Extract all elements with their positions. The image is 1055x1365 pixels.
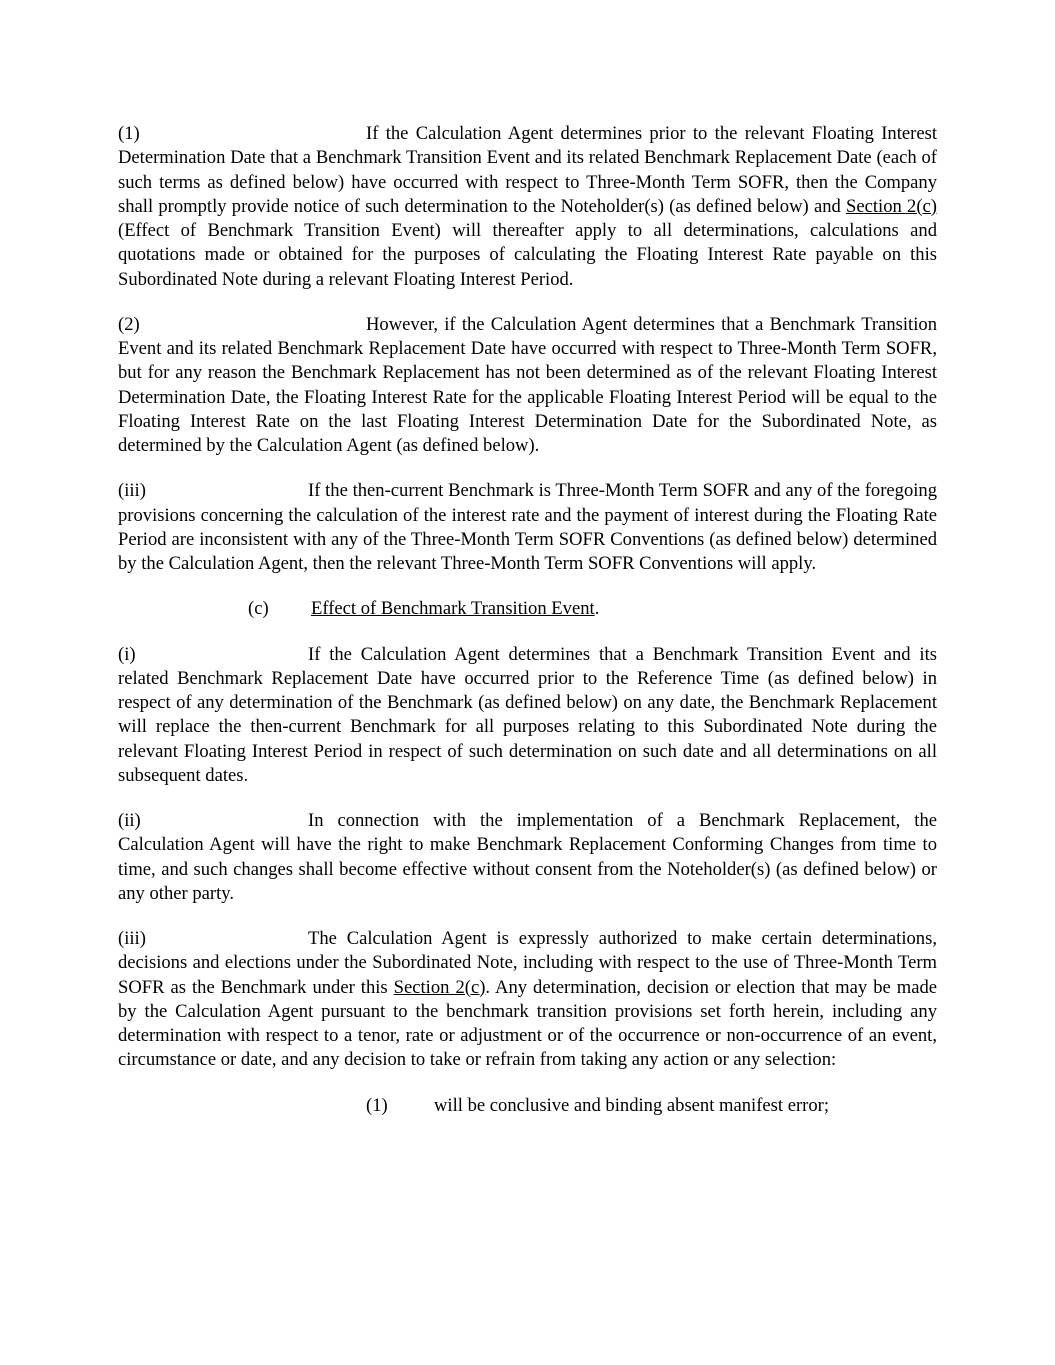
section-heading-trailing: .: [594, 598, 600, 620]
paragraph-marker: (iii): [118, 928, 146, 949]
paragraph-marker: (ii): [118, 810, 141, 831]
section-marker: (c): [248, 598, 269, 620]
paragraph-text: If the Calculation Agent determines that a Benchmark Transition Event and its related Benchmark Replacement Date have occurred prior to the Reference Time (as defined below) in respect of any determination of the Benchmark (as defined below) on any date, the Benchmark Replacement will replace the then-current Benchmark for all purposes relating to this Subordinated Note during the relevant Floating Interest Period in respect of such determination on such date and all determinations on all subsequent dates.: [118, 643, 937, 786]
paragraph-text: However, if the Calculation Agent determines that a Benchmark Transition Event and its related Benchmark Replacement Date have occurred with respect to Three-Month Term SOFR, but for any reason the Benchmark Replacement has not been determined as of the relevant Floating Interest Determination Date, the Floating Interest Rate for the applicable Floating Interest Period will be equal to the Floating Interest Rate on the last Floating Interest Determination Date for the Subordinated Note, as determined by the Calculation Agent (as defined below).: [118, 313, 937, 456]
paragraph-c-ii: [118, 809, 937, 906]
section-heading-c: [118, 597, 937, 621]
paragraph-marker: (1): [118, 123, 140, 144]
paragraph-text: The Calculation Agent is expressly authorized to make certain determinations, decisions and elections under the Subordinated Note, including with respect to the use of Three-Month Term SOFR as the Benchmark under this: [118, 928, 937, 998]
paragraph-marker: (i): [118, 643, 136, 665]
list-item-marker: (1): [366, 1094, 388, 1116]
paragraph-text: If the Calculation Agent determines prior to the relevant Floating Interest Determination Date that a Benchmark Transition Event and its related Benchmark Replacement Date (each of such terms as defined below) have occurred with respect to Three-Month Term SOFR, then the Company shall promptly provide notice of such determination to the Noteholder(s) (as defined below) and: [118, 123, 937, 217]
paragraph-c-i: [118, 643, 937, 789]
paragraph-b-2: [118, 313, 937, 459]
paragraph-text: In connection with the implementation of a Benchmark Replacement, the Calculation Agent will have the right to make Benchmark Replacement Conforming Changes from time to time, and such changes shall become effective without consent from the Noteholder(s) (as defined below) or any other party.: [118, 810, 937, 904]
list-item-1: [118, 1094, 937, 1118]
section-reference-link[interactable]: Section 2(c): [393, 976, 486, 998]
paragraph-marker: (2): [118, 313, 140, 335]
paragraph-text-cont: . Any determination, decision or election that may be made by the Calculation Agent pursuant to the benchmark transition provisions set forth herein, including any determination with respect to a tenor, rate or adjustment or of the occurrence or non-occurrence of an event, circumstance or date, and any decision to take or refrain from taking any action or any selection:: [118, 976, 938, 1071]
list-item-text: will be conclusive and binding absent manifest error;: [434, 1094, 830, 1116]
paragraph-b-iii: [118, 479, 937, 576]
paragraph-marker: (iii): [118, 480, 146, 502]
section-reference-link[interactable]: Section 2(c): [846, 195, 937, 217]
paragraph-b-1: [118, 122, 937, 292]
paragraph-c-iii: [118, 927, 937, 1073]
paragraph-text: If the then-current Benchmark is Three-Month Term SOFR and any of the foregoing provisions concerning the calculation of the interest rate and the payment of interest during the Floating Rate Period are inconsistent with any of the Three-Month Term SOFR Conventions (as defined below) determined by the Calculation Agent, then the relevant Three-Month Term SOFR Conventions will apply.: [118, 480, 937, 574]
section-heading-title: Effect of Benchmark Transition Event: [311, 598, 595, 620]
paragraph-text-cont: (Effect of Benchmark Transition Event) will thereafter apply to all determinations, calculations and quotations made or obtained for the purposes of calculating the Floating Interest Rate payable on this Subordinated Note during a relevant Floating Interest Period.: [118, 220, 937, 290]
